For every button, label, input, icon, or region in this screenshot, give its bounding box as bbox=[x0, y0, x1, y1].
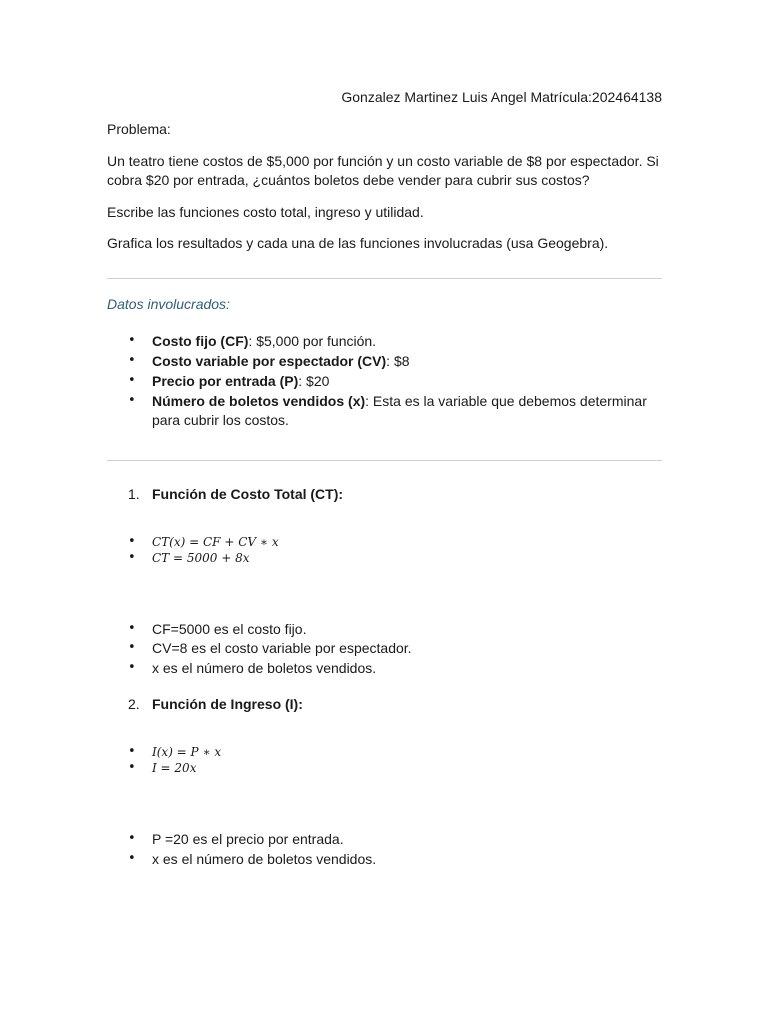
section-title: Función de Ingreso (I): bbox=[152, 696, 303, 713]
divider bbox=[107, 460, 662, 461]
item-term: Costo variable por espectador (CV) bbox=[152, 353, 387, 370]
item-desc: : $8 bbox=[386, 353, 410, 370]
section-number: 1. bbox=[128, 485, 140, 502]
item-term: Precio por entrada (P) bbox=[152, 373, 299, 390]
list-item: • P =20 es el precio por entrada. bbox=[107, 830, 662, 849]
section2-title bbox=[107, 695, 662, 714]
document-body bbox=[107, 88, 662, 870]
formula: • CT(x) = CF + CV ∗ x bbox=[107, 534, 662, 550]
formula: • I(x) = P ∗ x bbox=[107, 744, 662, 760]
section1-formulas bbox=[107, 534, 662, 566]
data-list bbox=[107, 332, 662, 429]
section-number: 2. bbox=[128, 696, 140, 713]
section-title: Función de Costo Total (CT): bbox=[152, 485, 344, 502]
task-graph: Grafica los resultados y cada una de las funciones involucradas (usa Geogebra). bbox=[107, 235, 609, 252]
item-term: Costo fijo (CF) bbox=[152, 333, 249, 350]
section1-explanations bbox=[107, 620, 662, 679]
list-item: • x es el número de boletos vendidos. bbox=[107, 850, 662, 869]
list-item bbox=[107, 372, 662, 391]
list-item: • CV=8 es el costo variable por espectador. bbox=[107, 639, 662, 658]
formula: • CT = 5000 + 8x bbox=[107, 550, 662, 566]
section1-title bbox=[107, 485, 662, 504]
task-functions: Escribe las funciones costo total, ingreso y utilidad. bbox=[107, 203, 424, 220]
item-desc: : $5,000 por función. bbox=[248, 333, 377, 350]
item-term: Número de boletos vendidos (x) bbox=[152, 392, 366, 409]
divider bbox=[107, 278, 662, 279]
list-item bbox=[107, 332, 662, 351]
data-heading: Datos involucrados: bbox=[107, 296, 230, 313]
section2-formulas bbox=[107, 744, 662, 776]
item-desc: : $20 bbox=[298, 373, 330, 390]
item-desc: : Esta es la variable que debemos determinar para cubrir los costos. bbox=[152, 392, 647, 428]
list-item: • CF=5000 es el costo fijo. bbox=[107, 620, 662, 639]
problem-label: Problema: bbox=[107, 120, 171, 137]
list-item: • x es el número de boletos vendidos. bbox=[107, 659, 662, 678]
formula: • I = 20x bbox=[107, 760, 662, 776]
problem-statement: Un teatro tiene costos de $5,000 por función y un costo variable de $8 por espectador. Si cobra $20 por entrada, ¿cuántos boletos debe vender para cubrir sus costos? bbox=[107, 152, 659, 188]
list-item bbox=[107, 392, 662, 430]
list-item bbox=[107, 352, 662, 371]
author-line: Gonzalez Martinez Luis Angel Matrícula:202464138 bbox=[341, 89, 662, 105]
section2-explanations bbox=[107, 830, 662, 869]
